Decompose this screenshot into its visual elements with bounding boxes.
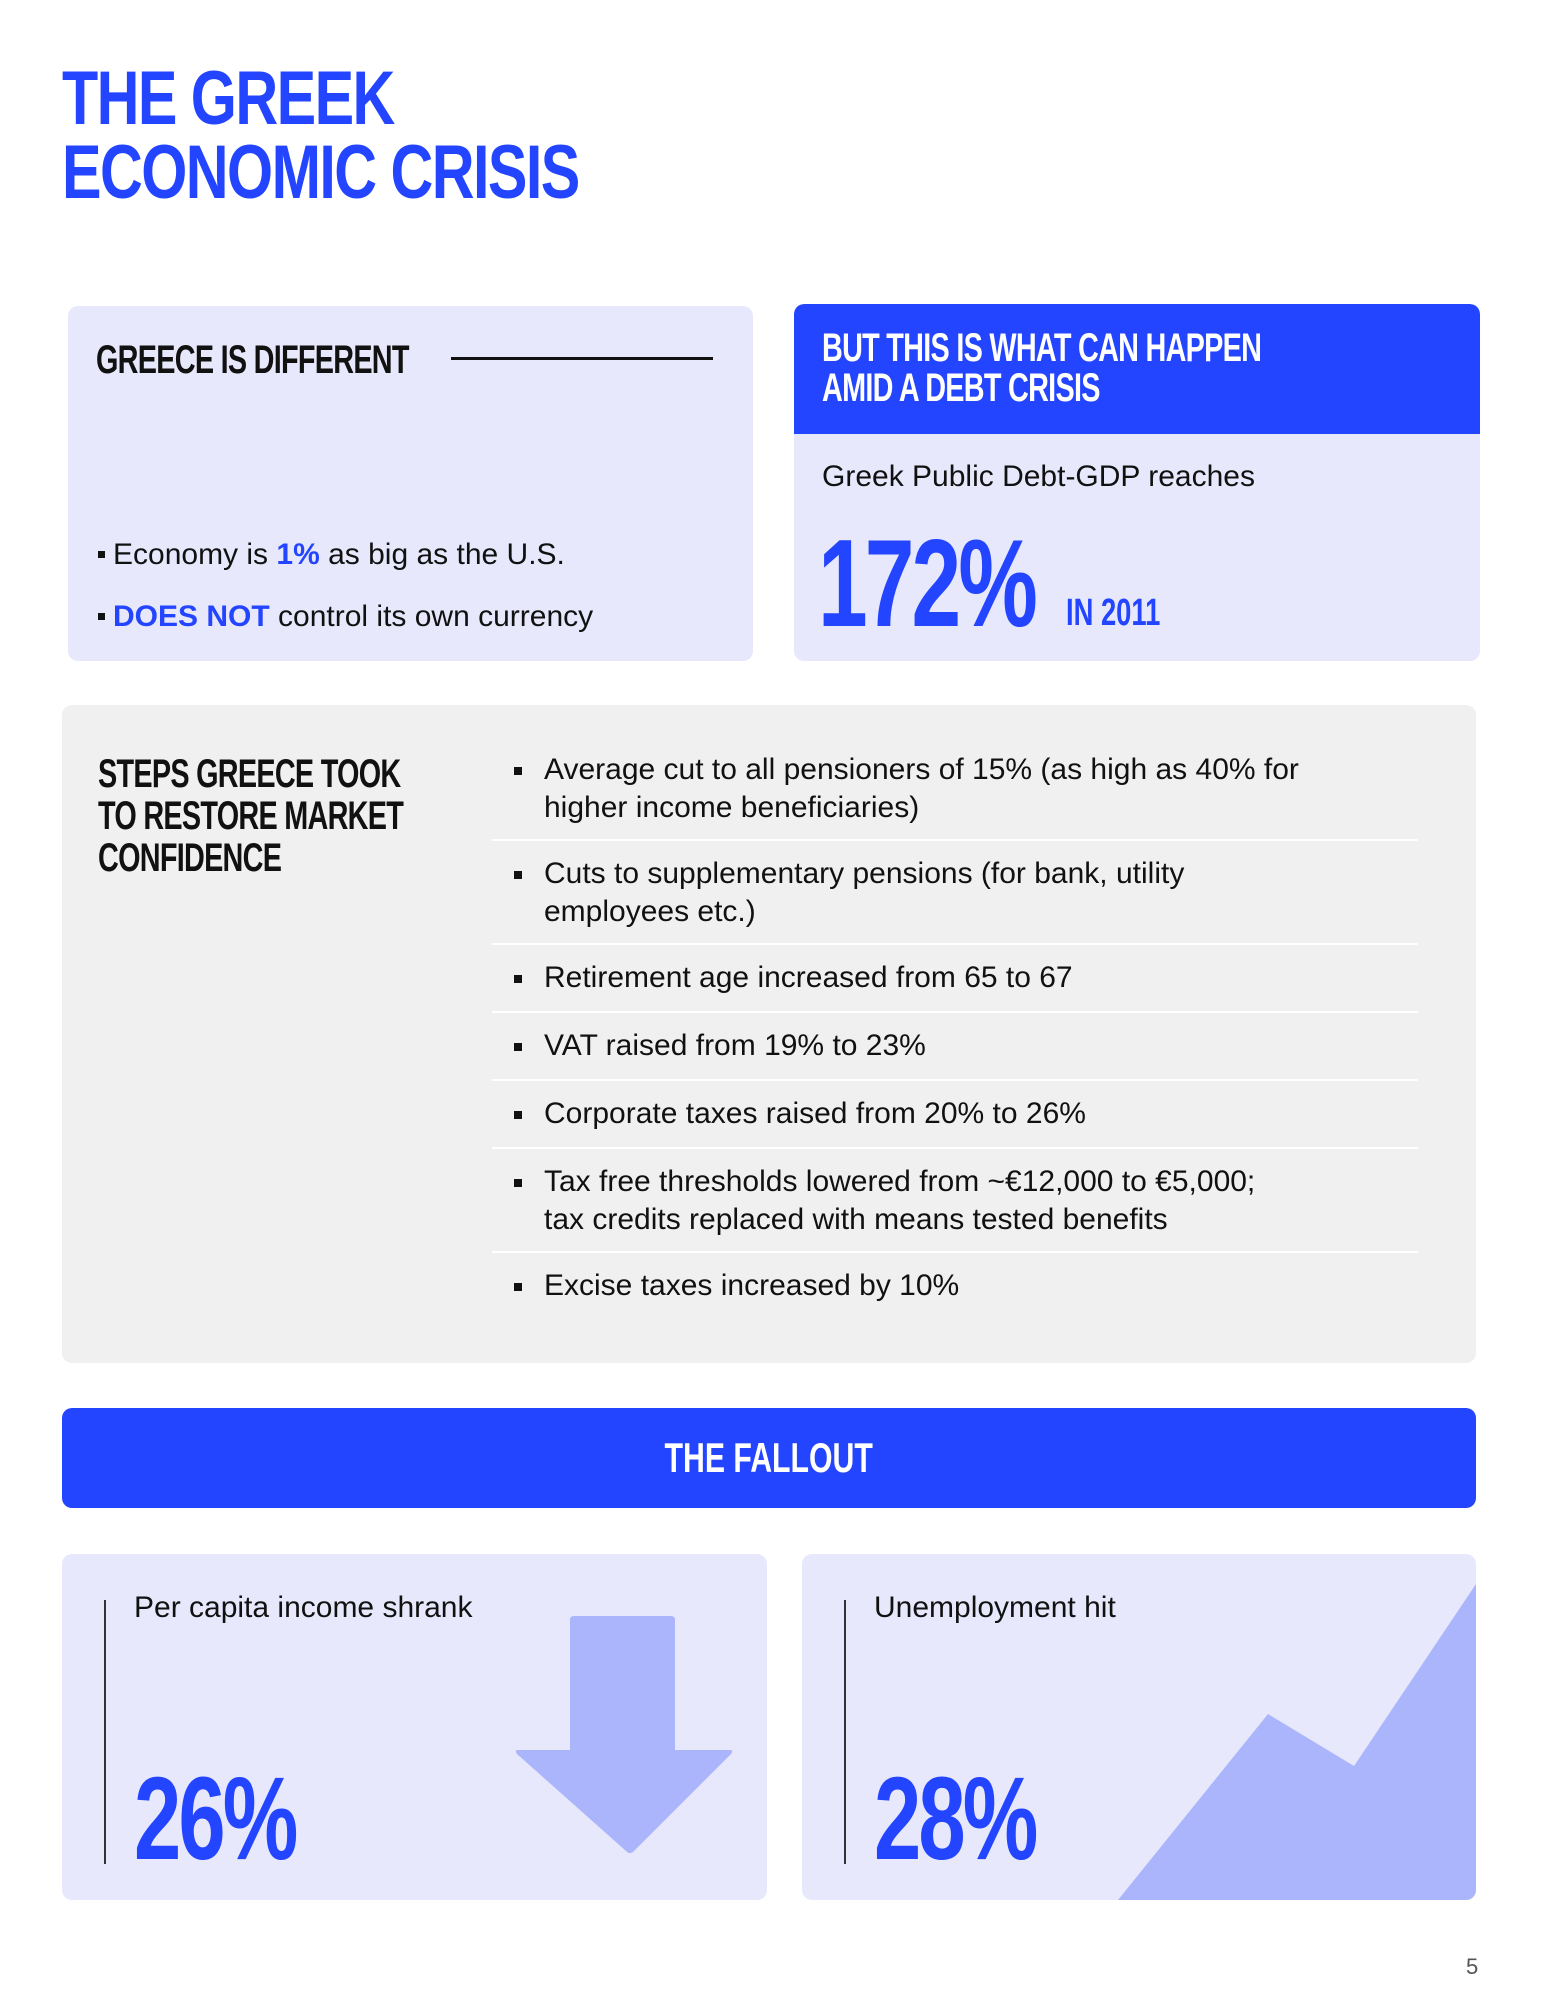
list-item-line1: Tax free thresholds lowered from ~€12,000 to €5,000;	[544, 1165, 1256, 1198]
steps-card	[62, 705, 1476, 1363]
bullet-highlight: DOES NOT	[113, 600, 270, 633]
greece-different-card	[68, 306, 753, 661]
list-item-line1: Retirement age increased from 65 to 67	[544, 961, 1073, 994]
list-item-line1: VAT raised from 19% to 23%	[544, 1029, 926, 1062]
income-card	[62, 1554, 767, 1900]
list-item-line1: Average cut to all pensioners of 15% (as high as 40% for	[544, 753, 1299, 786]
list-item	[492, 841, 1418, 945]
bullet-square	[514, 1111, 522, 1119]
unemployment-value: 28%	[874, 1753, 1036, 1885]
currency-bullet	[98, 599, 593, 635]
page-title-line1: THE GREEK	[62, 56, 394, 141]
debt-crisis-heading-line1: BUT THIS IS WHAT CAN HAPPEN	[822, 326, 1262, 370]
steps-heading	[98, 753, 403, 879]
fallout-heading	[62, 1436, 1476, 1480]
bullet-square	[514, 767, 522, 775]
heading-rule	[451, 357, 713, 360]
bullet-text-post: control its own currency	[269, 600, 594, 633]
debt-gdp-year: IN 2011	[1066, 592, 1161, 634]
list-item-line2: higher income beneficiaries)	[544, 791, 920, 824]
page-title	[62, 56, 579, 215]
bullet-square	[514, 1043, 522, 1051]
steps-heading-line1: STEPS GREECE TOOK	[98, 752, 401, 796]
debt-crisis-heading-line2: AMID A DEBT CRISIS	[822, 366, 1100, 410]
list-item-line2: employees etc.)	[544, 895, 756, 928]
list-item	[492, 751, 1418, 841]
debt-gdp-value: 172%	[818, 515, 1035, 653]
debt-gdp-label: Greek Public Debt-GDP reaches	[822, 460, 1255, 493]
list-item	[492, 1013, 1418, 1081]
list-item-line1: Cuts to supplementary pensions (for bank, utility	[544, 857, 1185, 890]
vertical-rule	[844, 1600, 846, 1864]
steps-heading-line3: CONFIDENCE	[98, 836, 282, 880]
income-label: Per capita income shrank	[134, 1591, 473, 1624]
list-item	[492, 1149, 1418, 1253]
page-title-line2: ECONOMIC CRISIS	[62, 130, 579, 215]
page-number: 5	[1466, 1954, 1479, 1979]
bullet-square	[514, 975, 522, 983]
bullet-square	[98, 613, 105, 620]
list-item	[492, 1081, 1418, 1149]
list-item-line1: Excise taxes increased by 10%	[544, 1269, 960, 1302]
list-item-line2: tax credits replaced with means tested benefits	[544, 1203, 1168, 1236]
bullet-square	[514, 1179, 522, 1187]
income-value: 26%	[134, 1753, 296, 1885]
steps-heading-line2: TO RESTORE MARKET	[98, 794, 404, 838]
bullet-text-pre: Economy is	[113, 538, 277, 571]
greece-different-heading: GREECE IS DIFFERENT	[96, 338, 409, 382]
vertical-rule	[104, 1600, 106, 1864]
list-item-line1: Corporate taxes raised from 20% to 26%	[544, 1097, 1086, 1130]
bullet-square	[98, 551, 105, 558]
fallout-banner	[62, 1408, 1476, 1508]
bullet-text-post: as big as the U.S.	[319, 538, 565, 571]
list-item	[492, 1253, 1418, 1305]
bullet-square	[514, 1283, 522, 1291]
steps-list	[492, 751, 1418, 1305]
bullet-highlight: 1%	[276, 538, 320, 571]
bullet-square	[514, 871, 522, 879]
debt-crisis-heading	[822, 328, 1261, 408]
economy-size-bullet	[98, 537, 565, 573]
fallout-heading-text: THE FALLOUT	[664, 1434, 874, 1481]
unemployment-label: Unemployment hit	[874, 1591, 1116, 1624]
list-item	[492, 945, 1418, 1013]
debt-crisis-header	[794, 304, 1480, 434]
unemployment-card	[802, 1554, 1476, 1900]
debt-crisis-card	[794, 304, 1480, 661]
